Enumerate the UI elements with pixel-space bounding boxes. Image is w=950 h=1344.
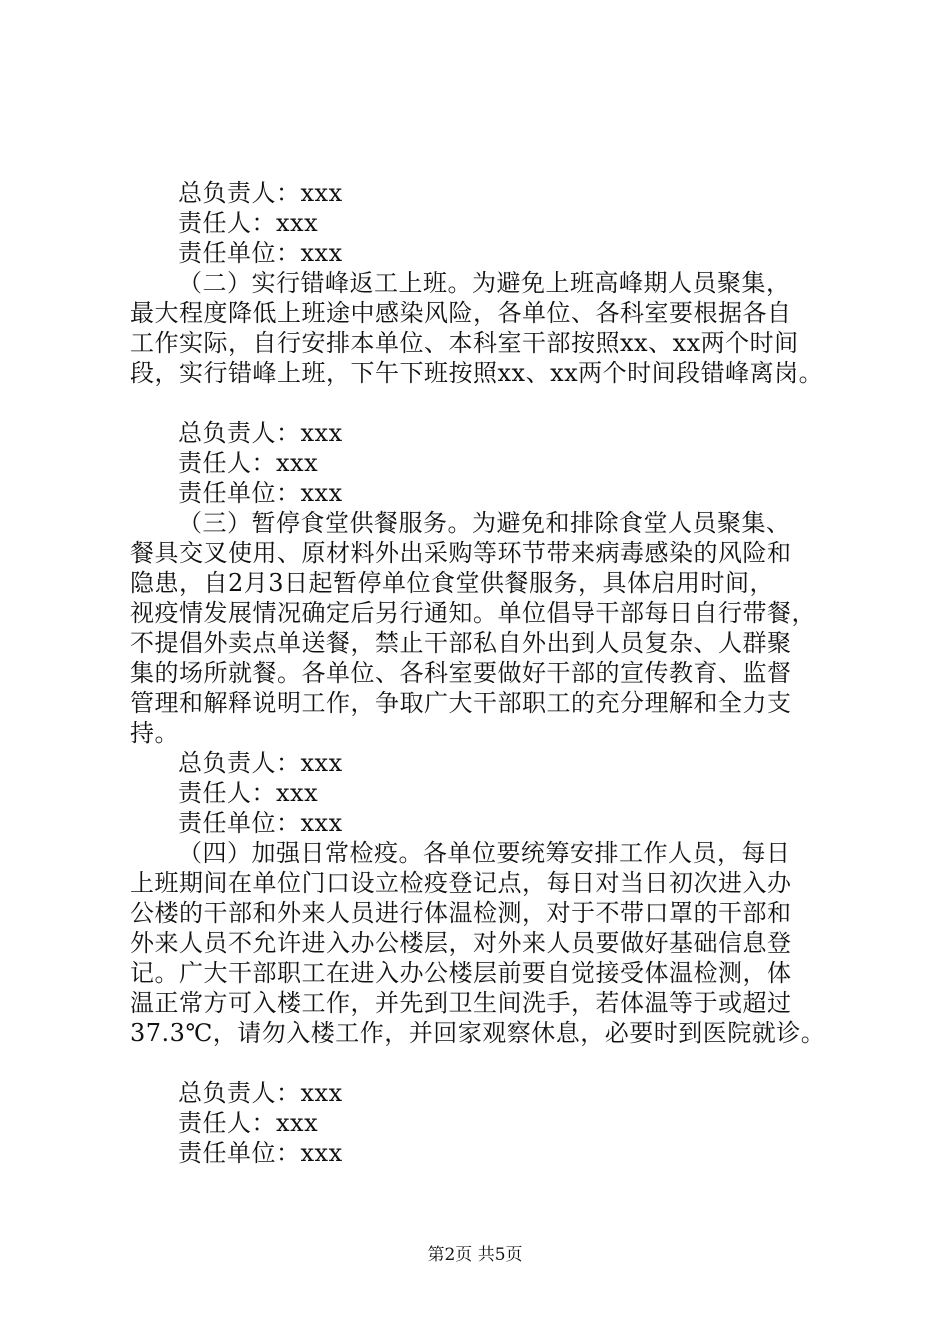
- responsible-total: 总负责人：xxx: [178, 749, 343, 777]
- document-body: [130, 178, 830, 1168]
- paragraph-line: 记。广大干部职工在进入办公楼层前要自觉接受体温检测，体: [130, 959, 792, 987]
- spacer: [130, 388, 830, 418]
- page-number-footer: 第2页 共5页: [427, 1245, 523, 1265]
- paragraph-line: 不提倡外卖点单送餐，禁止干部私自外出到人员复杂、人群聚: [130, 629, 792, 657]
- paragraph-line: 最大程度降低上班途中感染风险，各单位、各科室要根据各自: [130, 299, 792, 327]
- paragraph-line: 公楼的干部和外来人员进行体温检测，对于不带口罩的干部和: [130, 899, 792, 927]
- paragraph-line: 工作实际，自行安排本单位、本科室干部按照xx、xx两个时间: [130, 329, 799, 357]
- responsible-person: 责任人：xxx: [178, 209, 319, 237]
- responsible-person: 责任人：xxx: [178, 1109, 319, 1137]
- paragraph-line: 上班期间在单位门口设立检疫登记点，每日对当日初次进入办: [130, 869, 792, 897]
- paragraph-line: 外来人员不允许进入办公楼层，对外来人员要做好基础信息登: [130, 929, 792, 957]
- paragraph-line: （二）实行错峰返工上班。为避免上班高峰期人员聚集，: [178, 269, 791, 297]
- section-2-paragraph: [130, 268, 830, 388]
- responsible-unit: 责任单位：xxx: [178, 239, 343, 267]
- paragraph-line: 管理和解释说明工作，争取广大干部职工的充分理解和全力支: [130, 689, 792, 717]
- paragraph-line: 餐具交叉使用、原材料外出采购等环节带来病毒感染的风险和: [130, 539, 792, 567]
- paragraph-line: 段，实行错峰上班，下午下班按照xx、xx两个时间段错峰离岗。: [130, 359, 824, 387]
- responsible-person: 责任人：xxx: [178, 779, 319, 807]
- responsible-unit: 责任单位：xxx: [178, 479, 343, 507]
- paragraph-line: 持。: [130, 719, 179, 747]
- responsible-unit: 责任单位：xxx: [178, 809, 343, 837]
- section-3-paragraph: [130, 508, 830, 748]
- section-4-paragraph: [130, 838, 830, 1048]
- paragraph-line: （四）加强日常检疫。各单位要统筹安排工作人员，每日: [178, 839, 791, 867]
- responsible-unit: 责任单位：xxx: [178, 1139, 343, 1167]
- paragraph-line: 隐患，自2月3日起暂停单位食堂供餐服务，具体启用时间，: [130, 569, 775, 597]
- paragraph-line: 温正常方可入楼工作，并先到卫生间洗手，若体温等于或超过: [130, 989, 792, 1017]
- responsible-total: 总负责人：xxx: [178, 179, 343, 207]
- responsible-person: 责任人：xxx: [178, 449, 319, 477]
- paragraph-line: 视疫情发展情况确定后另行通知。单位倡导干部每日自行带餐，: [130, 599, 816, 627]
- responsible-total: 总负责人：xxx: [178, 419, 343, 447]
- spacer: [130, 1048, 830, 1078]
- paragraph-line: 37.3℃，请勿入楼工作，并回家观察休息，必要时到医院就诊。: [130, 1019, 826, 1047]
- responsible-total: 总负责人：xxx: [178, 1079, 343, 1107]
- paragraph-line: 集的场所就餐。各单位、各科室要做好干部的宣传教育、监督: [130, 659, 792, 687]
- paragraph-line: （三）暂停食堂供餐服务。为避免和排除食堂人员聚集、: [178, 509, 791, 537]
